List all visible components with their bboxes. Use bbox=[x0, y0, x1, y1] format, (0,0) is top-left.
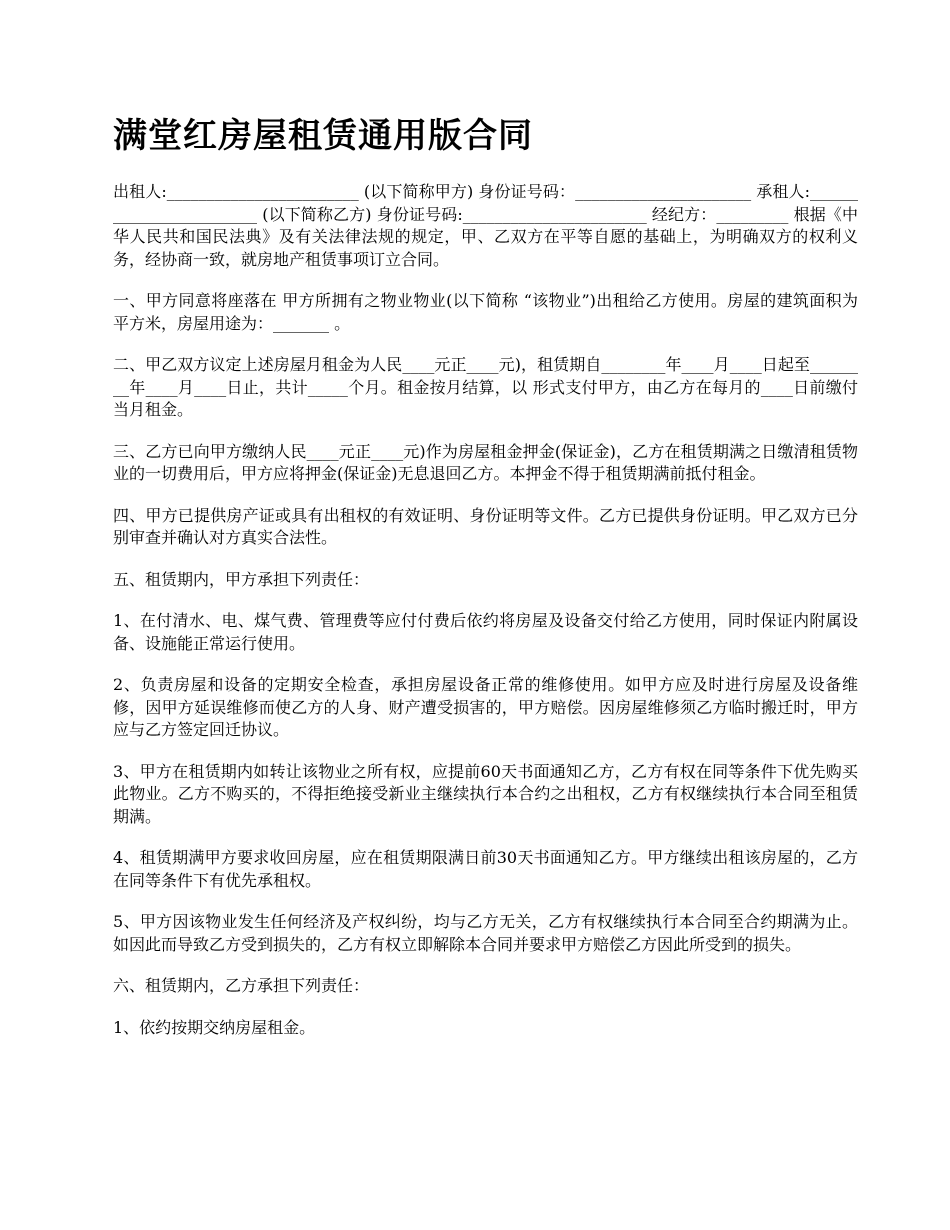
paragraph-parties: 出租人:________________________ (以下简称甲方) 身份证号码：______________________ 承租人:________________________ (以下简称乙方) 身份证号码:_______________________ 经纪方：_________ 根据《中华人民共和国民法典》及有关法律法规的规定，甲、乙双方在平等自愿的基础上，为明确双方的权利义务，经协商一致，就房地产租赁事项订立合同。 bbox=[113, 182, 858, 269]
paragraph-clause-5-heading: 五、租赁期内，甲方承担下列责任： bbox=[113, 569, 370, 589]
paragraph-clause-6-heading: 六、租赁期内，乙方承担下列责任： bbox=[113, 976, 370, 995]
paragraph-clause-5-item-5: 5、甲方因该物业发生任何经济及产权纠纷，均与乙方无关，乙方有权继续执行本合同至合约期满为止。如因此而导致乙方受到损失的，乙方有权立即解除本合同并要求甲方赔偿乙方因此所受到的损失。 bbox=[113, 912, 858, 954]
paragraph-clause-5-item-1: 1、在付清水、电、煤气费、管理费等应付付费后依约将房屋及设备交付给乙方使用，同时保证内附属设备、设施能正常运行使用。 bbox=[113, 611, 858, 653]
paragraph-clause-6-item-1: 1、依约按期交纳房屋租金。 bbox=[113, 1017, 316, 1037]
paragraph-clause-3: 三、乙方已向甲方缴纳人民____元正____元)作为房屋租金押金(保证金)，乙方在租赁期满之日缴清租赁物业的一切费用后，甲方应将押金(保证金)无息退回乙方。本押金不得于租赁期满前抵付租金。 bbox=[113, 441, 858, 483]
document-body bbox=[113, 181, 858, 1058]
paragraph-clause-1: 一、甲方同意将座落在 甲方所拥有之物业物业(以下简称 “该物业”)出租给乙方使用。房屋的建筑面积为 平方米，房屋用途为：_______ 。 bbox=[113, 291, 858, 333]
paragraph-clause-2: 二、甲乙双方议定上述房屋月租金为人民____元正____元)，租赁期自________年____月____日起至________年____月____日止，共计_____个月。租金按月结算，以 形式支付甲方，由乙方在每月的____日前缴付当月租金。 bbox=[113, 355, 858, 419]
paragraph-clause-5-item-4: 4、租赁期满甲方要求收回房屋，应在租赁期限满日前30天书面通知乙方。甲方继续出租该房屋的，乙方在同等条件下有优先承租权。 bbox=[113, 848, 858, 890]
paragraph-clause-4: 四、甲方已提供房产证或具有出租权的有效证明、身份证明等文件。乙方已提供身份证明。甲乙双方已分别审查并确认对方真实合法性。 bbox=[113, 505, 858, 547]
paragraph-clause-5-item-2: 2、负责房屋和设备的定期安全检查，承担房屋设备正常的维修使用。如甲方应及时进行房屋及设备维修，因甲方延误维修而使乙方的人身、财产遭受损害的，甲方赔偿。因房屋维修须乙方临时搬迁时，甲方应与乙方签定回迁协议。 bbox=[113, 675, 858, 739]
paragraph-clause-5-item-3: 3、甲方在租赁期内如转让该物业之所有权，应提前60天书面通知乙方，乙方有权在同等条件下优先购买此物业。乙方不购买的，不得拒绝接受新业主继续执行本合约之出租权，乙方有权继续执行本合同至租赁期满。 bbox=[113, 761, 858, 826]
document-title: 满堂红房屋租赁通用版合同 bbox=[113, 116, 533, 156]
